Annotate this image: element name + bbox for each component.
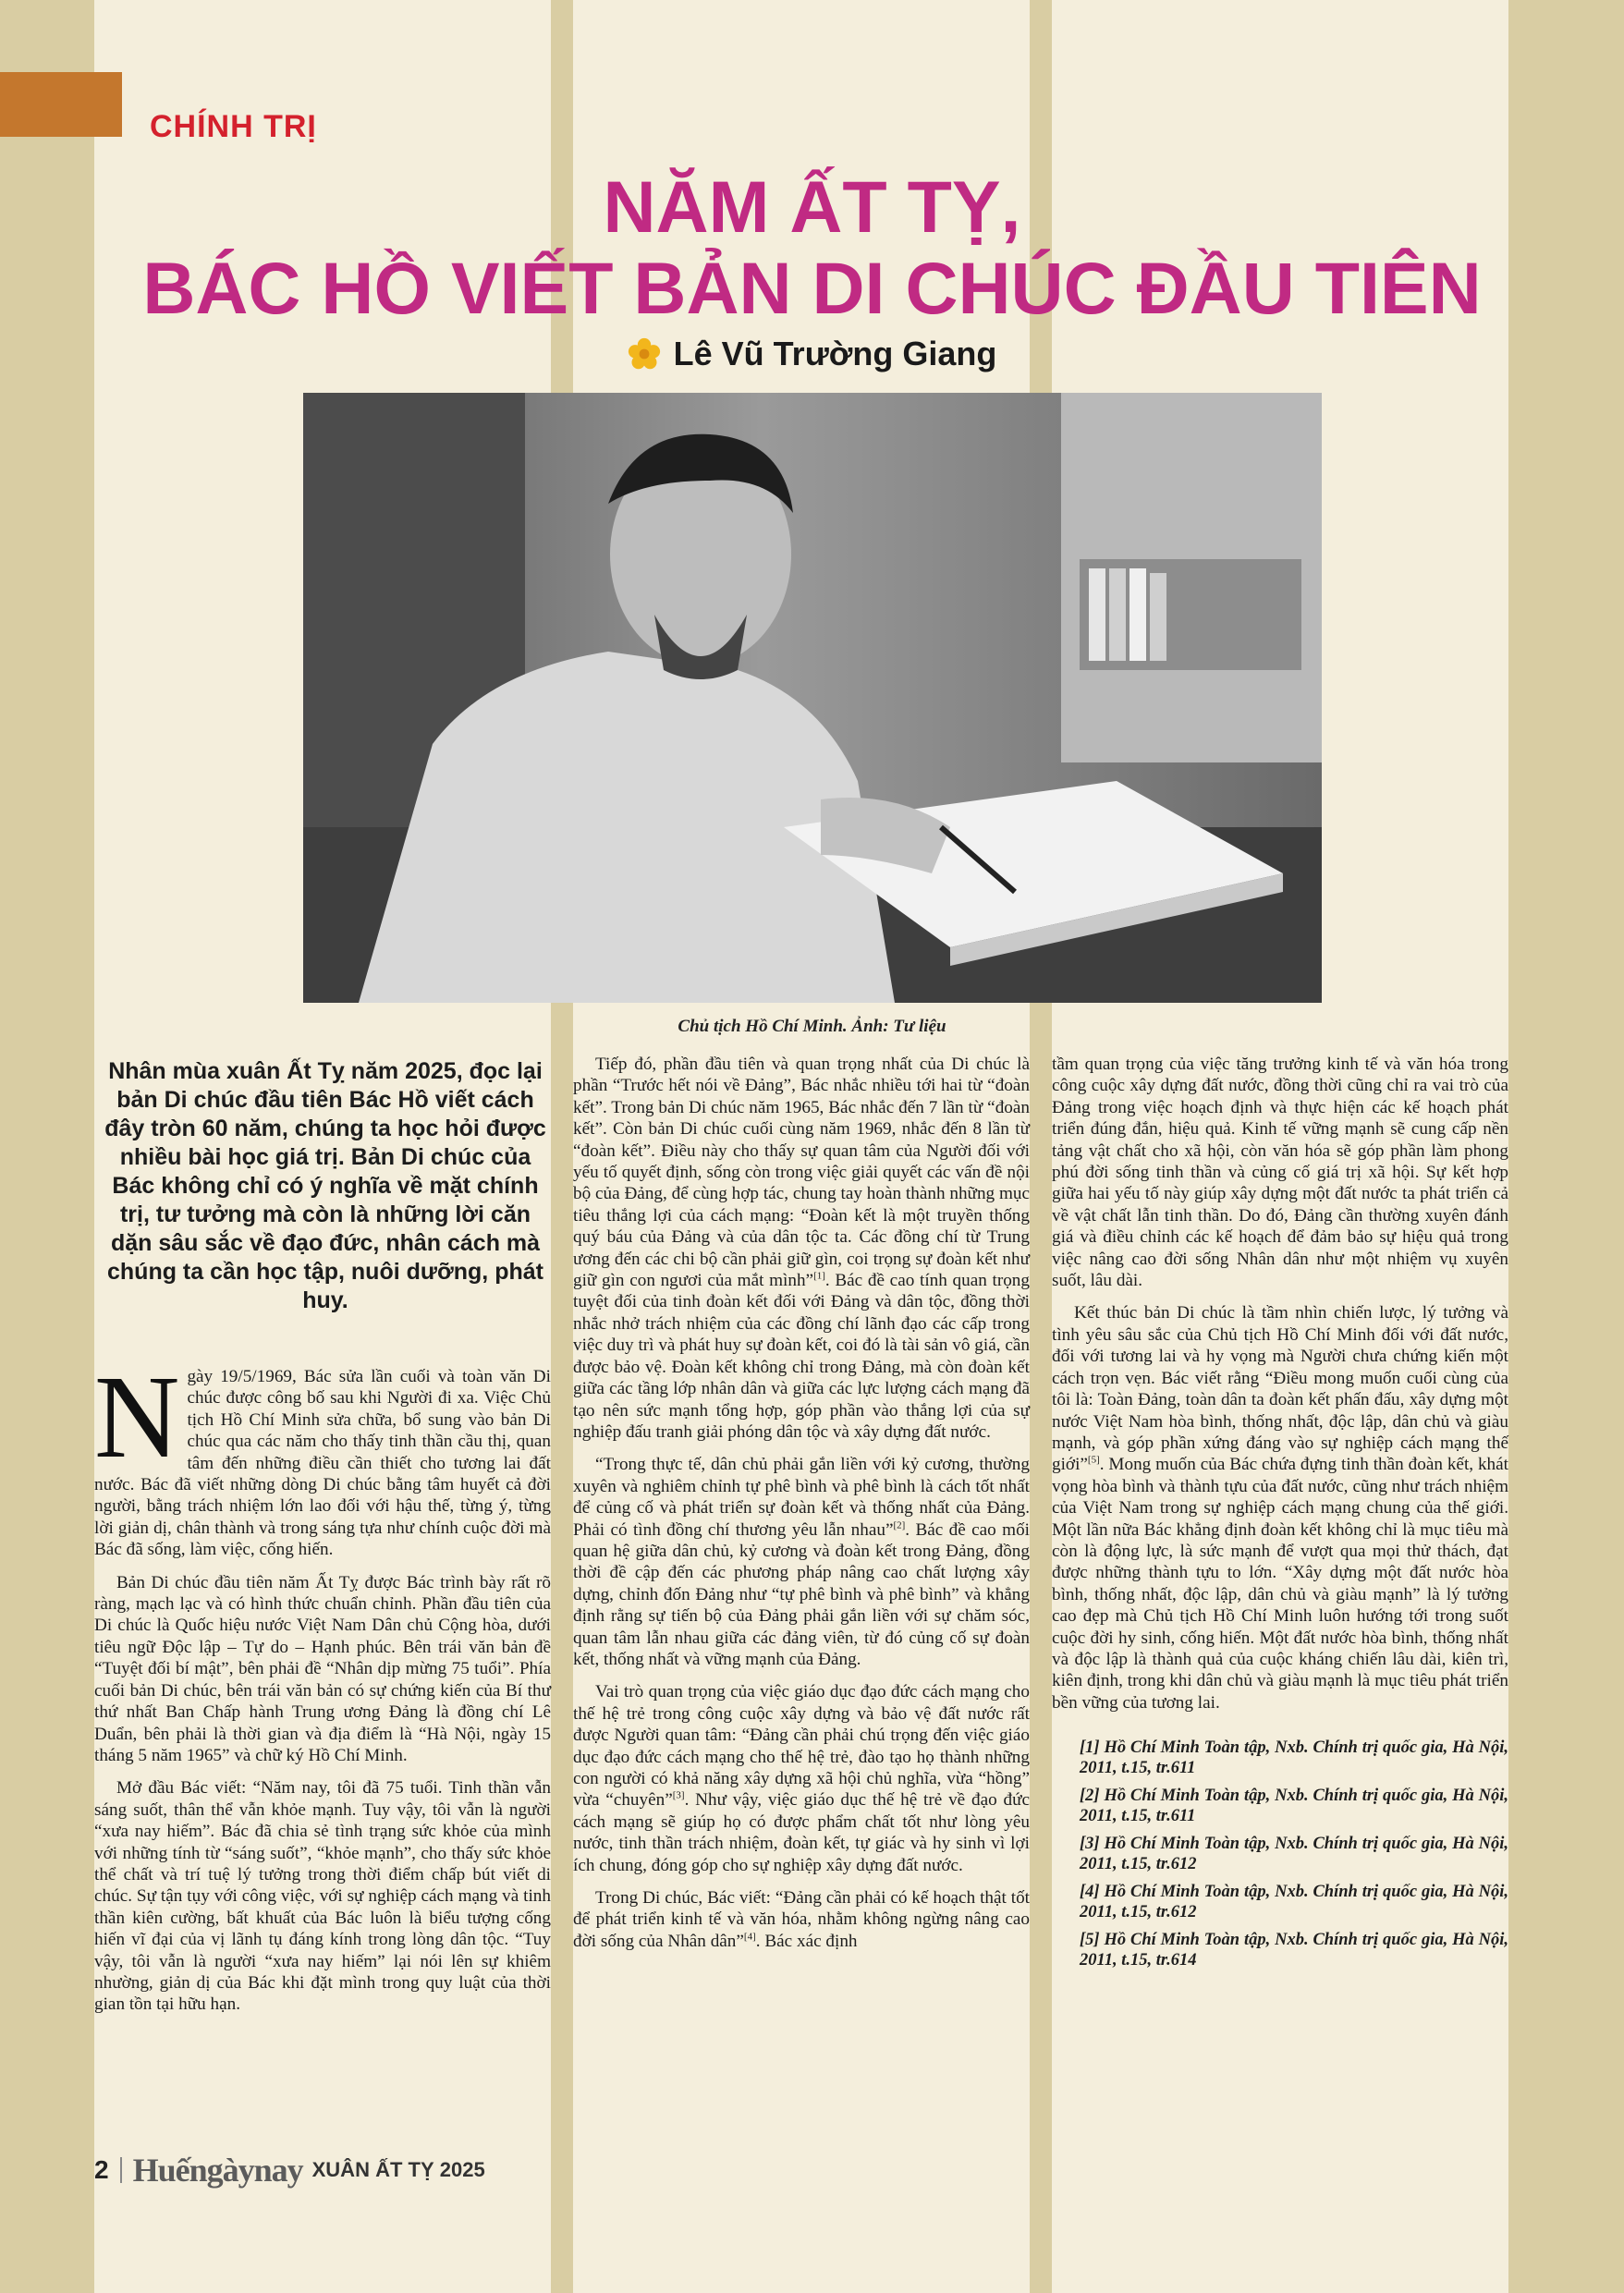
reference-item: [3] Hồ Chí Minh Toàn tập, Nxb. Chính trị quốc gia, Hà Nội, 2011, t.15, tr.612 bbox=[1080, 1835, 1508, 1874]
magazine-logo: Huếngàynay bbox=[132, 2152, 303, 2189]
lead-paragraph: Nhân mùa xuân Ất Tỵ năm 2025, đọc lại bản Di chúc đầu tiên Bác Hồ viết cách đây tròn 60 năm, chúng ta học hỏi được nhiều bài học giá trị. Bản Di chúc của Bác không chỉ có ý nghĩa về mặt chính trị, tư tưởng mà còn là những lời căn dặn sâu sắc về đạo đức, nhân cách mà chúng ta cần học tập, nuôi dưỡng, phát huy. bbox=[104, 1058, 546, 1313]
body-paragraph: Kết thúc bản Di chúc là tầm nhìn chiến lược, lý tưởng và tình yêu sâu sắc của Chủ tịch Hồ Chí Minh đối với đất nước, đối với tương lai và hy vọng mà Người chưa chứng kiến một cách trọn vẹn. Bác viết rằng “Điều mong muốn cuối cùng của tôi là: Toàn Đảng, toàn dân ta đoàn kết phấn đấu, xây dựng một nước Việt Nam hòa bình, thống nhất, độc lập, dân chủ và giàu mạnh, và góp phần xứng đáng vào sự nghiệp cách mạng thế giới”[5]. Mong muốn của Bác chứa đựng tinh thần đoàn kết, khát vọng hòa bình và thành tựu của đất nước, cũng như trách nhiệm của Việt Nam trong sự nghiệp cách mạng chung của thế giới. Một lần nữa Bác khẳng định đoàn kết không chỉ là mục tiêu mà còn là động lực, là sức mạnh để vượt qua mọi thử thách, đạt được những thành tựu to lớn. “Xây dựng một đất nước hòa bình, thống nhất, độc lập, dân chủ và giàu mạnh” là lý tưởng cao đẹp mà Chủ tịch Hồ Chí Minh luôn hướng tới trong suốt cuộc đời hy sinh, cống hiến. Một đất nước hòa bình, thống nhất và độc lập là thành quả của cuộc kháng chiến lâu dài, kiên trì, kiên định, trong khi dân chủ và giàu mạnh là mục tiêu phát triển bền vững của tương lai. bbox=[1052, 1303, 1508, 1713]
flower-icon bbox=[628, 337, 661, 371]
footnote-ref: [2] bbox=[893, 1519, 906, 1531]
body-paragraph: Vai trò quan trọng của việc giáo dục đạo đức cách mạng cho thế hệ trẻ trong công cuộc xây dựng và bảo vệ đất nước rất được Người quan tâm: “Đảng cần phải chú trọng đến việc giáo dục đạo đức cách mạng cho thế hệ trẻ, đào tạo họ thành những con người có khả năng xây dựng xã hội chủ nghĩa, vừa “hồng” vừa “chuyên”[3]. Như vậy, việc giáo dục thế hệ trẻ về đạo đức cách mạng sẽ giúp họ có được phẩm chất tốt như lòng yêu nước, tinh thần trách nhiệm, đoàn kết, tự giác và hy sinh vì lợi ích chung, đóng góp cho sự nghiệp xây dựng đất nước. bbox=[573, 1682, 1030, 1875]
section-label: CHÍNH TRỊ bbox=[150, 109, 317, 144]
reference-list bbox=[1052, 1738, 1508, 1970]
author-byline bbox=[0, 335, 1624, 373]
body-paragraph: Mở đầu Bác viết: “Năm nay, tôi đã 75 tuổi. Tinh thần vẫn sáng suốt, thân thể vẫn khỏe mạnh. Tuy vậy, tôi vẫn là người “xưa nay hiếm”. Bác đã chia sẻ tình trạng sức khỏe của mình với những tính từ “sáng suốt”, “khỏe mạnh”, cho thấy sức khỏe thể chất và trí tuệ lý tưởng trong thời điểm chấp bút viết di chúc. Sự tận tụy với công việc, với sự nghiệp cách mạng và tinh thần kiên cường, bất khuất của Bác luôn là biểu tượng cống hiến vĩ đại của vị lãnh tụ đáng kính trong lòng dân tộc. “Tuy vậy, tôi vẫn là người “xưa nay hiếm” lại nói lên sự khiêm nhường, giản dị của Bác khi đặt mình trong quy luật của thời gian tồn tại hữu hạn. bbox=[94, 1778, 551, 2015]
body-paragraph: Bản Di chúc đầu tiên năm Ất Tỵ được Bác trình bày rất rõ ràng, mạch lạc và có hình thức chuẩn chỉnh. Phần đầu tiên của Di chúc là Quốc hiệu nước Việt Nam Dân chủ Cộng hòa, dưới tiêu ngữ Độc lập – Tự do – Hạnh phúc. Bên trái văn bản đề “Tuyệt đối bí mật”, bên phải đề “Nhân dịp mừng 75 tuổi”. Phía cuối bản Di chúc, bên trái văn bản có sự chứng kiến của Bí thư thứ nhất Ban Chấp hành Trung ương Đảng là đồng chí Lê Duẩn, bên phải là thời gian và địa điểm là “Hà Nội, ngày 15 tháng 5 năm 1965” và chữ ký Hồ Chí Minh. bbox=[94, 1572, 551, 1765]
footer-divider bbox=[120, 2157, 122, 2183]
drop-cap: N bbox=[94, 1351, 180, 1482]
article-title-line-2: BÁC HỒ VIẾT BẢN DI CHÚC ĐẦU TIÊN bbox=[142, 247, 1482, 329]
body-paragraph: Trong Di chúc, Bác viết: “Đảng cần phải có kế hoạch thật tốt để phát triển kinh tế và văn hóa, nhằm không ngừng nâng cao đời sống của Nhân dân”[4]. Bác xác định bbox=[573, 1888, 1030, 1951]
article-column-2 bbox=[573, 1054, 1030, 1963]
page-footer bbox=[94, 2151, 485, 2189]
reference-item: [4] Hồ Chí Minh Toàn tập, Nxb. Chính trị quốc gia, Hà Nội, 2011, t.15, tr.612 bbox=[1080, 1883, 1508, 1922]
footnote-ref: [3] bbox=[672, 1790, 685, 1802]
article-title-line-1: NĂM ẤT TỴ, bbox=[603, 165, 1021, 248]
body-paragraph: Ngày 19/5/1969, Bác sửa lần cuối và toàn văn Di chúc được công bố sau khi Người đi xa. Việc Chủ tịch Hồ Chí Minh sửa chữa, bổ sung vào bản Di chúc qua các năm cho thấy tinh thần cầu thị, quan tâm đến những điều cần thiết cho tương lai đất nước. Bác đã viết những dòng Di chúc bằng tâm huyết cả đời người, bằng trách nhiệm lớn lao đối với hậu thế, từng ý, từng lời giản dị, chân thành và trong sáng tựa như chính cuộc đời mà Bác đã sống, làm việc, cống hiến. bbox=[94, 1351, 551, 1560]
footnote-ref: [1] bbox=[813, 1270, 825, 1282]
reference-item: [1] Hồ Chí Minh Toàn tập, Nxb. Chính trị quốc gia, Hà Nội, 2011, t.15, tr.611 bbox=[1080, 1738, 1508, 1778]
footnote-ref: [4] bbox=[743, 1931, 756, 1943]
article-column-3 bbox=[1052, 1054, 1508, 1978]
body-paragraph: “Trong thực tế, dân chủ phải gắn liền với kỷ cương, thường xuyên và nghiêm chỉnh tự phê bình và phê bình là cách tốt nhất để củng cố và phát triển sự đoàn kết và thống nhất của Đảng. Phải có tình đồng chí thương yêu lẫn nhau”[2]. Bác đề cao mối quan hệ giữa dân chủ, kỷ cương và đoàn kết trong Đảng, đồng thời đề cập đến các phương pháp nâng cao chất lượng xây dựng, chỉnh đốn Đảng như “tự phê bình và phê bình” và khẳng định rằng sự tiến bộ của Đảng phải gắn liền với sự chăm sóc, quan tâm lẫn nhau giữa các đảng viên, từ đó củng cố sự đoàn kết, thống nhất và vững mạnh của Đảng. bbox=[573, 1455, 1030, 1669]
body-paragraph: tầm quan trọng của việc tăng trưởng kinh tế và văn hóa trong công cuộc xây dựng đất nước, đồng thời cũng chỉ ra vai trò của Đảng trong việc hoạch định và thực hiện các kế hoạch phát triển đúng đắn, hiệu quả. Kinh tế vững mạnh sẽ cung cấp nền tảng vật chất cho xã hội, còn văn hóa sẽ góp phần làm phong phú đời sống tinh thần và củng cố giá trị xã hội. Sự kết hợp giữa hai yếu tố này giúp xây dựng một đất nước ta phát triển cả về vật chất lẫn tinh thần. Do đó, Đảng cần thường xuyên đánh giá và điều chỉnh các kế hoạch để đảm bảo sự hiệu quả trong việc nâng cao đời sống Nhân dân như một nhiệm vụ xuyên suốt, lâu dài. bbox=[1052, 1055, 1508, 1291]
page-number: 2 bbox=[94, 2155, 109, 2184]
photo-illustration bbox=[303, 393, 1322, 1003]
article-column-1 bbox=[94, 1351, 551, 2027]
edition-label: XUÂN ẤT TỴ 2025 bbox=[311, 2158, 485, 2181]
reference-item: [2] Hồ Chí Minh Toàn tập, Nxb. Chính trị quốc gia, Hà Nội, 2011, t.15, tr.611 bbox=[1080, 1787, 1508, 1826]
portrait-photo bbox=[303, 393, 1322, 1003]
author-name: Lê Vũ Trường Giang bbox=[673, 335, 997, 372]
reference-item: [5] Hồ Chí Minh Toàn tập, Nxb. Chính trị quốc gia, Hà Nội, 2011, t.15, tr.614 bbox=[1080, 1931, 1508, 1970]
footnote-ref: [5] bbox=[1087, 1454, 1100, 1466]
photo-caption: Chủ tịch Hồ Chí Minh. Ảnh: Tư liệu bbox=[678, 1017, 946, 1036]
section-color-bar bbox=[0, 72, 122, 137]
body-paragraph: Tiếp đó, phần đầu tiên và quan trọng nhất của Di chúc là phần “Trước hết nói về Đảng”, Bác nhắc nhiều tới hai từ “đoàn kết”. Trong bản Di chúc năm 1965, Bác nhắc đến 7 lần từ “đoàn kết”. Còn bản Di chúc cuối cùng năm 1969, nhắc đến 8 lần từ “đoàn kết”. Điều này cho thấy sự quan tâm của Người đối với yếu tố quyết định, sống còn trong việc giải quyết các vấn đề nội bộ của Đảng, để cùng hợp tác, chung tay hoàn thành những mục tiêu thắng lợi của cách mạng: “Đoàn kết là một truyền thống quý báu của Đảng và của dân tộc ta. Các đồng chí từ Trung ương đến các chi bộ cần phải giữ gìn, coi trọng sự đoàn kết như giữ gìn con ngươi của mắt mình”[1]. Bác đề cao tính quan trọng tuyệt đối của tinh đoàn kết đối với Đảng và dân tộc, đồng thời nhắc nhở trách nhiệm của các đồng chí lãnh đạo các cấp trong việc duy trì và phát huy sự đoàn kết, coi đó là tài sản vô giá, cần được bảo vệ. Đoàn kết không chỉ trong Đảng, mà còn đoàn kết giữa các tầng lớp nhân dân và giữa các lực lượng cách mạng đã tạo nên sức mạnh tổng hợp, góp phần vào thắng lợi của sự nghiệp đấu tranh giải phóng dân tộc và xây dựng đất nước. bbox=[573, 1055, 1030, 1442]
